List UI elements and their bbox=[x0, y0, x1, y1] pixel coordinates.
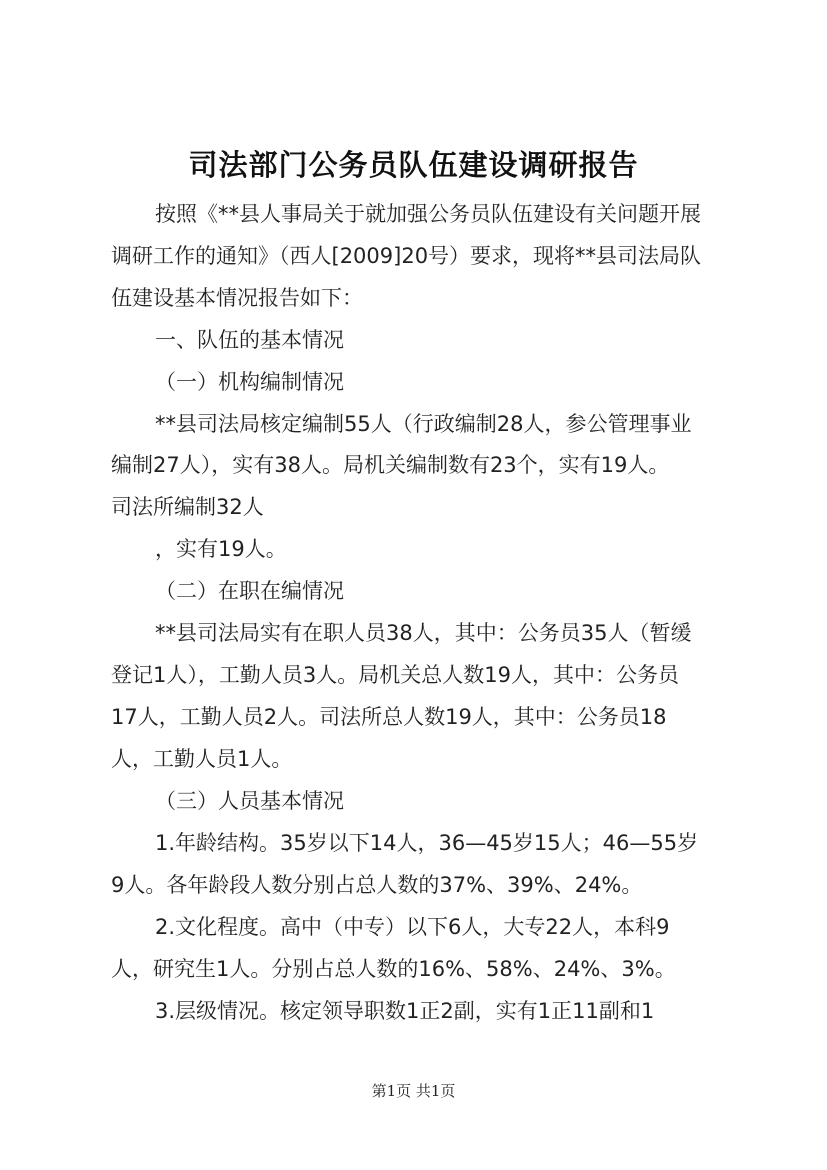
subsection-heading: （一）机构编制情况 bbox=[155, 370, 344, 394]
document-title: 司法部门公务员队伍建设调研报告 bbox=[188, 148, 639, 182]
paragraph-line: **县司法局实有在职人员38人，其中：公务员35人（暂缓 bbox=[155, 621, 692, 645]
paragraph-line: 调研工作的通知》（西人[2009]20号）要求，现将**县司法局队 bbox=[111, 244, 702, 268]
paragraph-line: 编制27人），实有38人。局机关编制数有23个，实有19人。 bbox=[111, 453, 670, 477]
paragraph-line: 9人。各年龄段人数分别占总人数的37%、39%、24%。 bbox=[111, 873, 643, 897]
paragraph-line: 人，研究生1人。分别占总人数的16%、58%、24%、3%。 bbox=[111, 957, 676, 981]
paragraph-line: 2.文化程度。高中（中专）以下6人，大专22人，本科9 bbox=[155, 915, 670, 939]
paragraph-line: 17人，工勤人员2人。司法所总人数19人，其中：公务员18 bbox=[111, 705, 667, 729]
page-number-footer: 第1页 共1页 bbox=[371, 1082, 456, 1100]
paragraph-line: 司法所编制32人 bbox=[111, 495, 264, 519]
paragraph-line: **县司法局核定编制55人（行政编制28人，参公管理事业 bbox=[155, 412, 692, 436]
subsection-heading: （三）人员基本情况 bbox=[155, 789, 344, 813]
paragraph-line: ，实有19人。 bbox=[155, 537, 287, 561]
paragraph-line: 1.年龄结构。35岁以下14人，36—45岁15人；46—55岁 bbox=[155, 831, 699, 855]
paragraph-line: 按照《**县人事局关于就加强公务员队伍建设有关问题开展 bbox=[155, 202, 701, 226]
paragraph-line: 伍建设基本情况报告如下： bbox=[111, 286, 363, 310]
paragraph-line: 3.层级情况。核定领导职数1正2副，实有1正11副和1 bbox=[155, 999, 655, 1023]
paragraph-line: 登记1人），工勤人员3人。局机关总人数19人，其中：公务员 bbox=[111, 663, 679, 687]
subsection-heading: （二）在职在编情况 bbox=[155, 579, 344, 603]
section-heading: 一、队伍的基本情况 bbox=[155, 328, 344, 352]
paragraph-line: 人，工勤人员1人。 bbox=[111, 747, 293, 771]
